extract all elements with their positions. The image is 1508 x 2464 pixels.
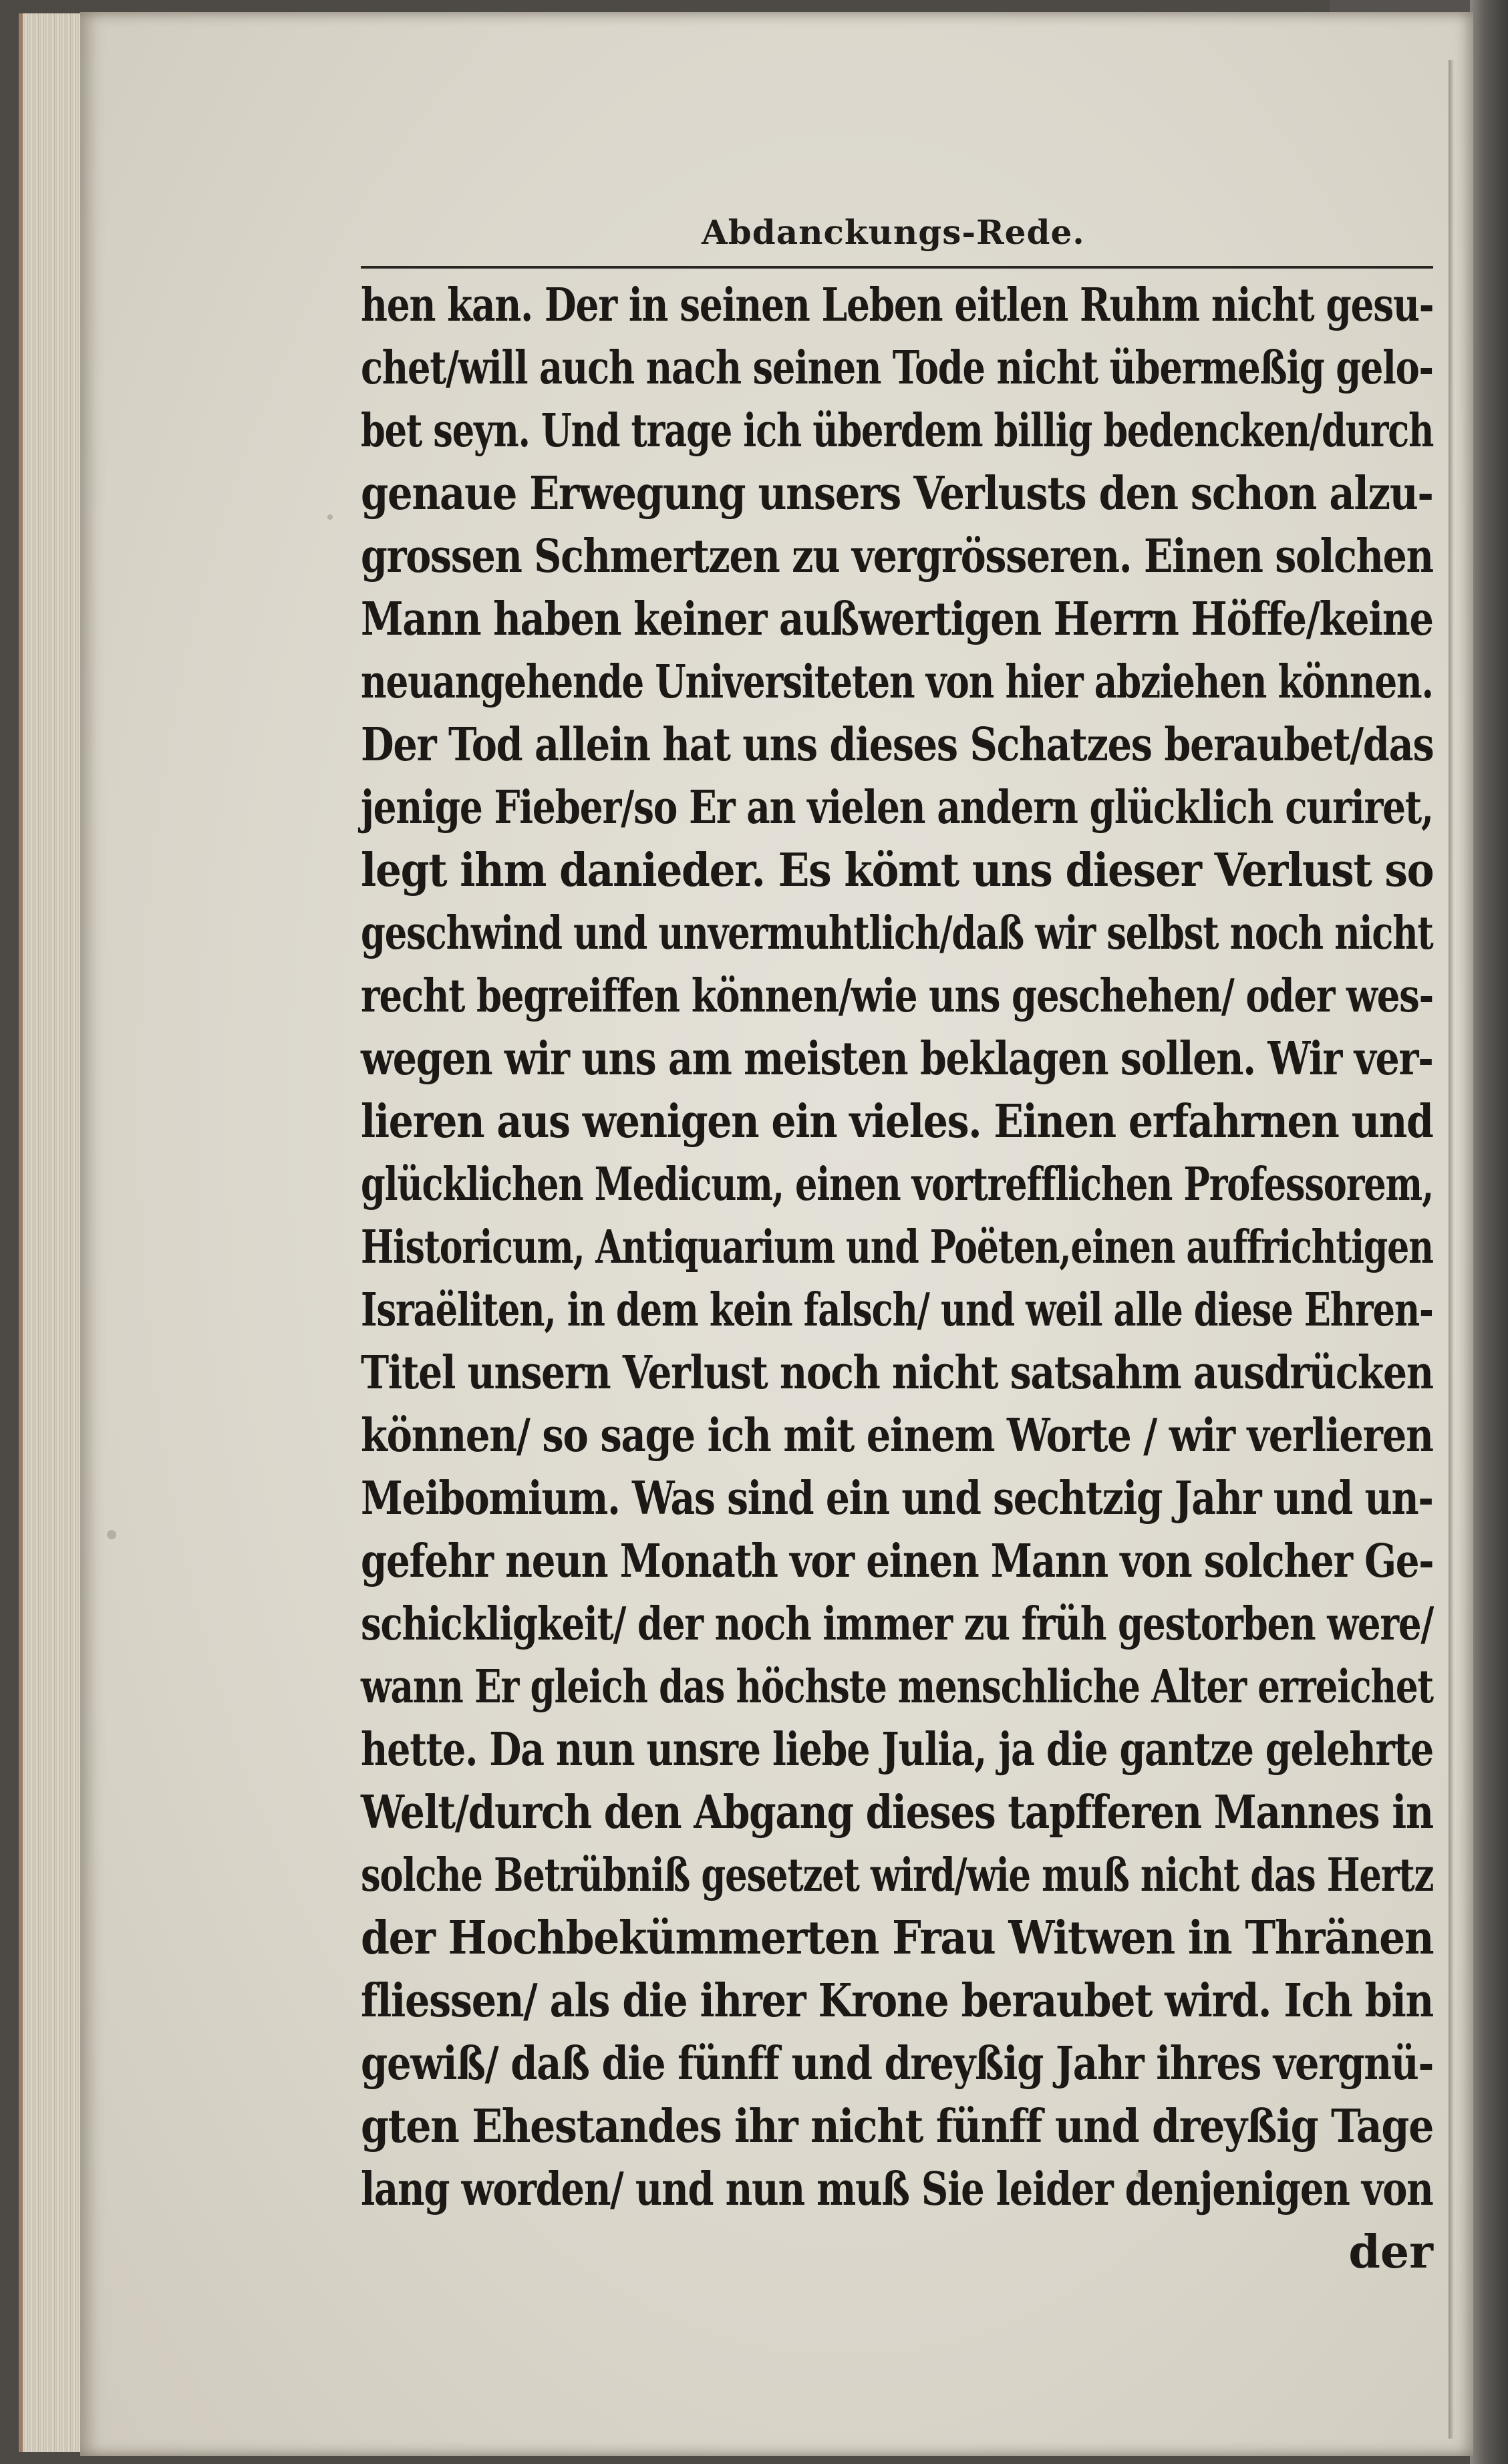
paper-speck	[107, 1530, 116, 1539]
text-line: Meibomium. Was sind ein und sechtzig Jahr und un-	[361, 1472, 1433, 1525]
text-line: Historicum, Antiquarium und Poëten,einen auffrichtigen	[361, 1221, 1433, 1274]
text-line: Titel unsern Verlust noch nicht satsahm ausdrücken	[361, 1346, 1433, 1400]
text-line: legt ihm danieder. Es kömt uns dieser Verlust so	[361, 844, 1434, 897]
catchword: der	[1348, 2225, 1433, 2279]
text-line: gefehr neun Monath vor einen Mann von solcher Ge-	[361, 1535, 1434, 1588]
text-line: Israëliten, in dem kein falsch/ und weil alle diese Ehren-	[361, 1283, 1433, 1337]
running-head: Abdanckungs-Rede.	[702, 212, 1085, 252]
text-line: chet/will auch nach seinen Tode nicht übermeßig gelo-	[361, 341, 1433, 395]
text-line: grossen Schmertzen zu vergrösseren. Einen solchen	[361, 530, 1433, 583]
text-line: recht begreiffen können/wie uns geschehen/ oder wes-	[361, 969, 1434, 1023]
text-line: können/ so sage ich mit einem Worte / wir verlieren	[361, 1409, 1433, 1462]
scanner-board-edge	[1470, 0, 1508, 2464]
text-line: Mann haben keiner außwertigen Herrn Höffe/keine	[361, 593, 1433, 646]
page-gutter-shadow	[1449, 60, 1454, 2439]
text-line: hen kan. Der in seinen Leben eitlen Ruhm nicht gesu-	[361, 279, 1434, 332]
text-line: geschwind und unvermuhtlich/daß wir selbst noch nicht	[361, 907, 1433, 960]
text-line: jenige Fieber/so Er an vielen andern glücklich curiret,	[361, 781, 1433, 834]
text-line: glücklichen Medicum, einen vortrefflichen Professorem,	[361, 1158, 1434, 1211]
text-line: wegen wir uns am meisten beklagen sollen. Wir ver-	[361, 1032, 1433, 1086]
text-line: neuangehende Universiteten von hier abziehen können.	[361, 655, 1433, 709]
text-line: hette. Da nun unsre liebe Julia, ja die gantze gelehrte	[361, 1723, 1433, 1777]
text-line: gten Ehestandes ihr nicht fünff und dreyßig Tage	[361, 2100, 1434, 2153]
text-line: wann Er gleich das höchste menschliche Alter erreichet	[361, 1660, 1433, 1714]
text-line: Welt/durch den Abgang dieses tapfferen Mannes in	[361, 1786, 1433, 1839]
body-text	[361, 274, 1433, 2284]
text-line: bet seyn. Und trage ich überdem billig bedencken/durch	[361, 404, 1434, 458]
text-line: fliessen/ als die ihrer Krone beraubet wird. Ich bin	[361, 1974, 1433, 2028]
text-line: lang worden/ und nun muß Sie leider denjenigen von	[361, 2163, 1433, 2216]
header-rule	[361, 266, 1433, 269]
text-line: gewiß/ daß die fünff und dreyßig Jahr ihres vergnü-	[361, 2037, 1434, 2091]
text-line: schickligkeit/ der noch immer zu früh gestorben were/	[361, 1597, 1434, 1651]
text-line: der Hochbekümmerten Frau Witwen in Thränen	[361, 1911, 1434, 1965]
text-line: lieren aus wenigen ein vieles. Einen erfahrnen und	[361, 1095, 1433, 1148]
paper-speck	[1136, 2171, 1142, 2177]
text-line: solche Betrübniß gesetzet wird/wie muß nicht das Hertz	[361, 1849, 1434, 1902]
text-line: genaue Erwegung unsers Verlusts den schon alzu-	[361, 467, 1433, 520]
paper-speck	[327, 514, 333, 520]
text-line: Der Tod allein hat uns dieses Schatzes beraubet/das	[361, 718, 1434, 772]
